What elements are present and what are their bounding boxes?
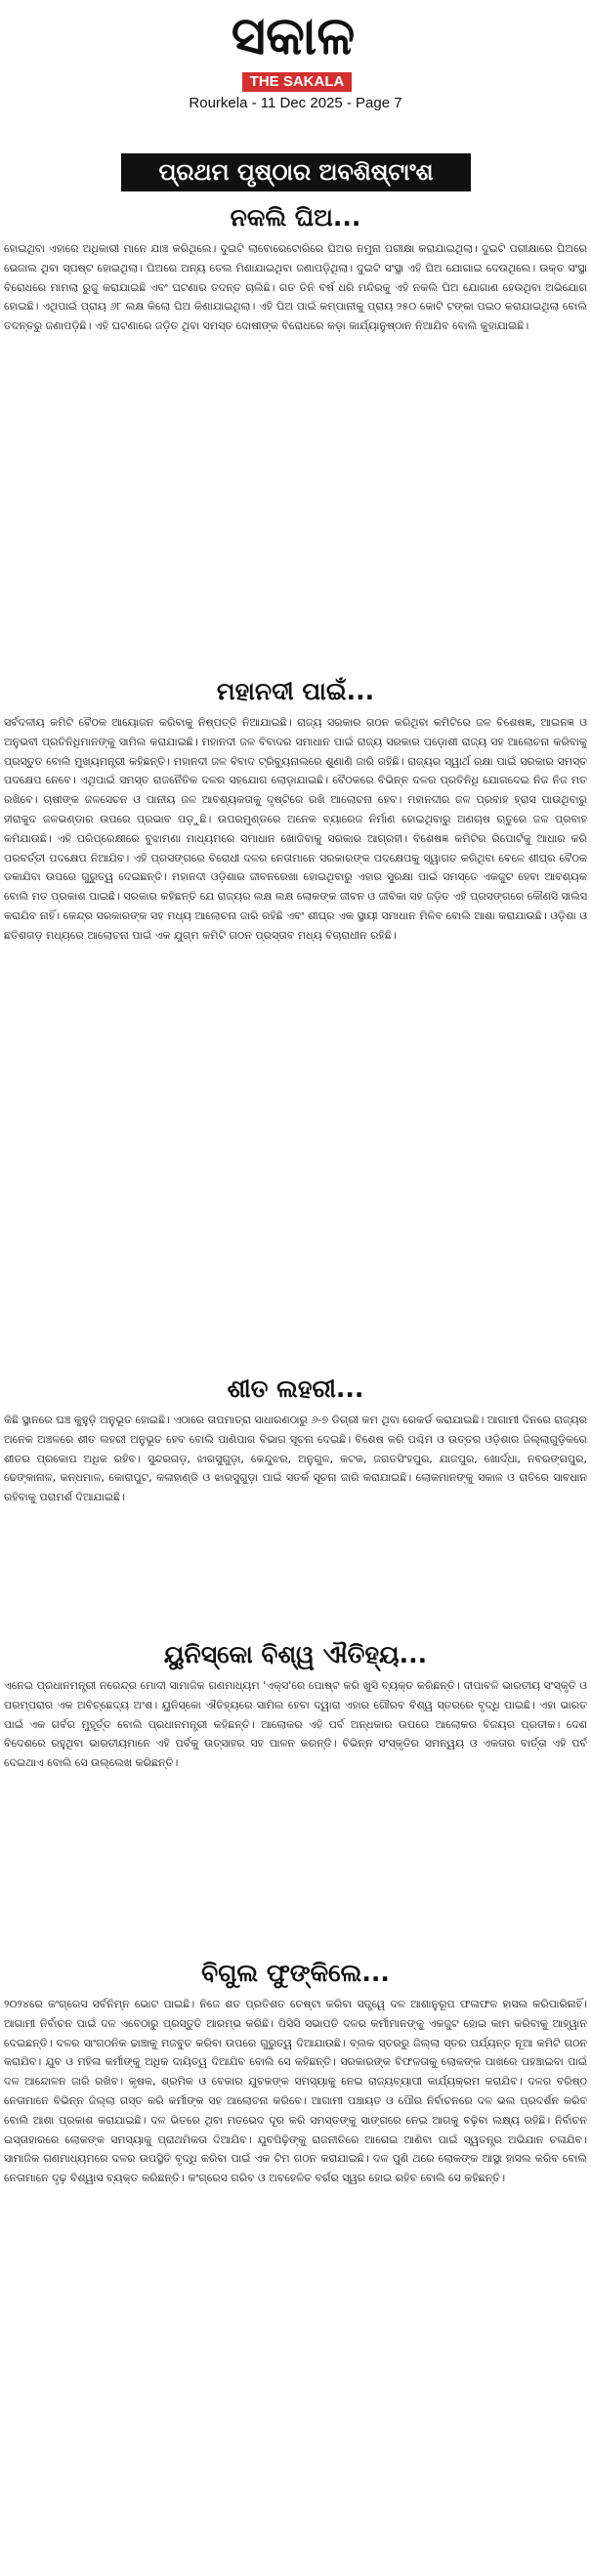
logo-wordmark: ସକାଳ [231, 4, 356, 66]
section-banner: ପ୍ରଥମ ପୃଷ୍ଠାର ଅବଶିଷ୍ଟାଂଶ [121, 153, 471, 191]
article-body: ସର୍ବଦଳୀୟ କମିଟି ବୈଠକ ଆୟୋଜନ କରିବାକୁ ନିଷ୍ପତ୍ତି ନିଆଯାଇଛି। ରାଜ୍ୟ ସରକାର ଗଠନ କରିଥିବା କମିଟିରେ ଜଳ ବିଶେଷଜ୍ଞ, ଆଇନଜ୍ଞ ଓ ଅନୁଭବୀ ପ୍ରତିନିଧିମାନଙ୍କୁ ସାମିଲ କରାଯାଇଛି। ମହାନଦୀ ଜଳ ବିବାଦର ସମାଧାନ ପାଇଁ ରାଜ୍ୟ ସରକାର ପଡ଼ୋଶୀ ରାଜ୍ୟ ସହ ଆଲୋଚନା କରିବାକୁ ପ୍ରସ୍ତୁତ ବୋଲି ମୁଖ୍ୟମନ୍ତ୍ରୀ କହିଛନ୍ତି। ମହାନଦୀ ଜଳ ବିବାଦ ଟ୍ରିବ୍ୟୁନାଲରେ ଶୁଣାଣି ଜାରି ରହିଛି। ରାଜ୍ୟର ସ୍ୱାର୍ଥ ରକ୍ଷା ପାଇଁ ସରକାର ସମସ୍ତ ପଦକ୍ଷେପ ନେବେ। ଏଥିପାଇଁ ସମସ୍ତ ରାଜନୈତିକ ଦଳର ସହଯୋଗ ଲୋଡ଼ାଯାଇଛି। ବୈଠକରେ ବିଭିନ୍ନ ଦଳର ପ୍ରତିନିଧି ଯୋଗଦେଇ ନିଜ ନିଜ ମତ ରଖିବେ। ଚାଷୀଙ୍କ ଜଳସେଚନ ଓ ପାନୀୟ ଜଳ ଆବଶ୍ୟକତାକୁ ଦୃଷ୍ଟିରେ ରଖି ଆଲୋଚନା ହେବ। ମହାନଦୀର ଜଳ ପ୍ରବାହ ହ୍ରାସ ପାଉଥିବାରୁ ହୀରାକୁଦ ଜଳଭଣ୍ଡାର ଉପରେ ପ୍ରଭାବ ପଡ଼ୁଛି। ଉପରମୁଣ୍ଡରେ ଅନେକ ବ୍ୟାରେଜ ନିର୍ମାଣ ହୋଇଥିବାରୁ ଅଣଚାଷ ଋତୁରେ ଜଳ ପ୍ରବାହ କମିଯାଉଛି। ଏହି ପରିପ୍ରେକ୍ଷୀରେ ବୁଝାମଣା ମାଧ୍ୟମରେ ସମାଧାନ ଖୋଜିବାକୁ ସରକାର ଆଗ୍ରହୀ। ବିଶେଷଜ୍ଞ କମିଟିର ରିପୋର୍ଟକୁ ଆଧାର କରି ପରବର୍ତ୍ତୀ ପଦକ୍ଷେପ ନିଆଯିବ। ଏହି ପ୍ରସଙ୍ଗରେ ବିରୋଧୀ ଦଳର ନେତାମାନେ ସରକାରଙ୍କ ପଦକ୍ଷେପକୁ ସ୍ୱାଗତ କରିଥିବା ବେଳେ ଶୀଘ୍ର ବୈଠକ ଡକାଯିବା ଉପରେ ଗୁରୁତ୍ୱ ଦେଇଛନ୍ତି। ମହାନଦୀ ଓଡ଼ିଶାର ଜୀବନରେଖା ହୋଇଥିବାରୁ ଏହାର ସୁରକ୍ଷା ପାଇଁ ସମସ୍ତେ ଏକଜୁଟ ହେବା ଆବଶ୍ୟକ ବୋଲି ମତ ପ୍ରକାଶ ପାଇଛି। ସରକାର କହିଛନ୍ତି ଯେ ରାଜ୍ୟର ଲକ୍ଷ ଲକ୍ଷ ଲୋକଙ୍କ ଜୀବନ ଓ ଜୀବିକା ସହ ଜଡ଼ିତ ଏହି ପ୍ରସଙ୍ଗରେ କୌଣସି ସାଲିସ କରାଯିବ ନାହିଁ। କେନ୍ଦ୍ର ସରକାରଙ୍କ ସହ ମଧ୍ୟ ଆଲୋଚନା ଜାରି ରହିଛି ଏବଂ ଶୀଘ୍ର ଏକ ସ୍ଥାୟୀ ସମାଧାନ ମିଳିବ ବୋଲି ଆଶା କରାଯାଉଛି। ଓଡ଼ିଶା ଓ ଛତିଶଗଡ଼ ମଧ୍ୟରେ ଆଲୋଚନା ପାଇଁ ଏକ ଯୁଗ୍ମ କମିଟି ଗଠନ ପ୍ରସ୍ତାବ ମଧ୍ୟ ବିଚାରାଧୀନ ରହିଛି। [4, 716, 587, 942]
article-bugle-call [0, 1956, 591, 2576]
issue-line: Rourkela - 11 Dec 2025 - Page 7 [189, 95, 402, 111]
article-body: ଏନେଇ ପ୍ରଧାନମନ୍ତ୍ରୀ ନରେନ୍ଦ୍ର ମୋଦୀ ସାମାଜିକ ଗଣମାଧ୍ୟମ 'ଏକ୍ସ'ରେ ପୋଷ୍ଟ କରି ଖୁସି ବ୍ୟକ୍ତ କରିଛନ୍ତି। ଦୀପାବଳି ଭାରତୀୟ ସଂସ୍କୃତି ଓ ପରମ୍ପରାର ଏକ ଅବିଚ୍ଛେଦ୍ୟ ଅଂଶ। ୟୁନିସ୍କୋ ଐତିହ୍ୟରେ ସାମିଲ ହେବା ଦ୍ୱାରା ଏହାର ଗୌରବ ବିଶ୍ୱ ସ୍ତରରେ ବୃଦ୍ଧି ପାଇଛି। ଏହା ଭାରତ ପାଇଁ ଏକ ଗର୍ବର ମୁହୂର୍ତ୍ତ ବୋଲି ପ୍ରଧାନମନ୍ତ୍ରୀ କହିଛନ୍ତି। ଆଲୋକର ଏହି ପର୍ବ ଅନ୍ଧକାର ଉପରେ ଆଲୋକର ବିଜୟର ପ୍ରତୀକ। ଦେଶ ବିଦେଶରେ ରହୁଥିବା ଭାରତୀୟମାନେ ଏହି ପର୍ବକୁ ଉତ୍ସାହର ସହ ପାଳନ କରନ୍ତି। ବିଭିନ୍ନ ସଂସ୍କୃତିର ସମନ୍ୱୟ ଓ ଏକତାର ବାର୍ତ୍ତା ଏହି ପର୍ବ ଦେଇଥାଏ ବୋଲି ସେ ଉଲ୍ଲେଖ କରିଛନ୍ତି। [4, 1679, 587, 1770]
brand-name: THE SAKALA [242, 72, 352, 92]
article-body: କିଛି ସ୍ଥାନରେ ଘଞ୍ଚ କୁହୁଡ଼ି ଅନୁଭୂତ ହୋଇଛି। ଏଠାରେ ତାପମାତ୍ରା ସାଧାରଣଠାରୁ ୬-୭ ଡିଗ୍ରୀ କମ ଥିବା ରେକର୍ଡ କରାଯାଇଛି। ଆଗାମୀ ଦିନରେ ରାଜ୍ୟର ଅନେକ ଅଞ୍ଚଳରେ ଶୀତ ଲହରୀ ଅନୁଭୂତ ହେବ ବୋଲି ପାଣିପାଗ ବିଭାଗ ସୂଚନା ଦେଇଛି। ବିଶେଷ କରି ପଶ୍ଚିମ ଓ ଉତ୍ତର ଓଡ଼ିଶାର ଜିଲ୍ଲାଗୁଡ଼ିକରେ ଶୀତର ପ୍ରକୋପ ଅଧିକ ରହିବ। ସୁନ୍ଦରଗଡ଼, ଝାରସୁଗୁଡ଼ା, କେନ୍ଦୁଝର, ଅନୁଗୁଳ, କଟକ, ଜଗତସିଂହପୁର, ଯାଜପୁର, ଖୋର୍ଦ୍ଧା, ନବରଙ୍ଗପୁର, ଢେଙ୍କାନାଳ, କନ୍ଧମାଳ, କୋରାପୁଟ, କଳାହାଣ୍ଡି ଓ ଝାରସୁଗୁଡ଼ା ପାଇଁ ସତର୍କ ସୂଚନା ଜାରି କରାଯାଇଛି। ଲୋକମାନଙ୍କୁ ସକାଳ ଓ ରାତିରେ ସାବଧାନ ରହିବାକୁ ପରାମର୍ଶ ଦିଆଯାଇଛି। [4, 1414, 587, 1504]
article-nakali-ghia [0, 200, 591, 667]
article-headline: ବିଗୁଲ ଫୁଙ୍କିଲେ... [201, 1959, 390, 1987]
article-headline: ନକଲି ଘିଅ... [230, 203, 361, 232]
article-headline: ୟୁନିସ୍କୋ ବିଶ୍ୱ ଐତିହ୍ୟ... [163, 1640, 428, 1668]
article-headline: ମହାନଦୀ ପାଇଁ... [216, 677, 375, 705]
article-mahanadi [0, 674, 591, 1368]
article-body: ୨୦୨୪ରେ କଂଗ୍ରେସ ସର୍ବନିମ୍ନ ଭୋଟ ପାଇଛି। ନିଜେ ଶତ ପ୍ରତିଶତ ଚେଷ୍ଟା କରିବା ସତ୍ତ୍ୱେ ଦଳ ଆଶାନୁରୂପ ଫଳାଫଳ ହାସଲ କରିପାରିନାହିଁ। ଆଗାମୀ ନିର୍ବାଚନ ପାଇଁ ଦଳ ଏବେଠାରୁ ପ୍ରସ୍ତୁତି ଆରମ୍ଭ କରିଛି। ପିସିସି ସଭାପତି ଦଳର କର୍ମୀମାନଙ୍କୁ ଏକଜୁଟ ହୋଇ କାମ କରିବାକୁ ଆହ୍ୱାନ ଦେଇଛନ୍ତି। ଦଳର ସାଂଗଠନିକ ଢାଞ୍ଚାକୁ ମଜବୁତ କରିବା ଉପରେ ଗୁରୁତ୍ୱ ଦିଆଯାଉଛି। ବ୍ଲକ ସ୍ତରରୁ ଜିଲ୍ଲା ସ୍ତର ପର୍ଯ୍ୟନ୍ତ ନୂଆ କମିଟି ଗଠନ କରାଯିବ। ଯୁବ ଓ ମହିଳା କର୍ମୀଙ୍କୁ ଅଧିକ ଦାୟିତ୍ୱ ଦିଆଯିବ ବୋଲି ସେ କହିଛନ୍ତି। ସରକାରଙ୍କ ବିଫଳତାକୁ ଲୋକଙ୍କ ପାଖରେ ପହଞ୍ଚାଇବା ପାଇଁ ଦଳ ଆନ୍ଦୋଳନ ଜାରି ରଖିବ। କୃଷକ, ଶ୍ରମିକ ଓ ବେକାର ଯୁବକଙ୍କ ସମସ୍ୟାକୁ ନେଇ ରାଜ୍ୟବ୍ୟାପୀ କାର୍ଯ୍ୟକ୍ରମ କରାଯିବ। ଦଳର ବରିଷ୍ଠ ନେତାମାନେ ବିଭିନ୍ନ ଜିଲ୍ଲା ଗସ୍ତ କରି କର୍ମୀଙ୍କ ସହ ଆଲୋଚନା କରିବେ। ଆଗାମୀ ପଞ୍ଚାୟତ ଓ ପୌର ନିର୍ବାଚନରେ ଦଳ ଭଲ ପ୍ରଦର୍ଶନ କରିବ ବୋଲି ଆଶା ପ୍ରକାଶ କରାଯାଇଛି। ଦଳ ଭିତରେ ଥିବା ମତଭେଦ ଦୂର କରି ସମସ୍ତଙ୍କୁ ସାଙ୍ଗରେ ନେଇ ଆଗକୁ ବଢ଼ିବା ଲକ୍ଷ୍ୟ ରହିଛି। ନିର୍ବାଚନ ଇସ୍ତାହାରରେ ଲୋକଙ୍କ ସମସ୍ୟାକୁ ପ୍ରାଥମିକତା ଦିଆଯିବ। ଯୁବପିଢ଼ିଙ୍କୁ ରାଜନୀତିରେ ଆଗେଇ ଆଣିବା ପାଇଁ ସ୍ୱତନ୍ତ୍ର ଅଭିଯାନ ଚଳାଯିବ। ସାମାଜିକ ଗଣମାଧ୍ୟମରେ ଦଳର ଉପସ୍ଥିତି ବୃଦ୍ଧି କରିବା ପାଇଁ ଏକ ଟିମ ଗଠନ କରାଯାଇଛି। ଦଳ ପୁଣି ଥରେ ଲୋକଙ୍କ ଆସ୍ଥା ହାସଲ କରିବ ବୋଲି ନେତାମାନେ ଦୃଢ଼ ବିଶ୍ୱାସ ବ୍ୟକ୍ତ କରିଛନ୍ତି। କଂଗ୍ରେସ ଗରିବ ଓ ଅବହେଳିତ ବର୍ଗର ସ୍ୱର ହୋଇ ରହିବ ବୋଲି ସେ କହିଛନ୍ତି। [4, 1998, 587, 2185]
article-body: ହୋଇଥିବା ଏହାରେ ଅଧିକାରୀ ମାନେ ଯାଞ୍ଚ କରିଥିଲେ। ଦୁଇଟି ଲାବୋରେଟୋରିରେ ଘିଅର ନମୁନା ପରୀକ୍ଷା କରାଯାଇଥିଲା। ଦୁଇଟି ପରୀକ୍ଷାରେ ଘିଅରେ ଭେଜାଲ ଥିବା ସ୍ପଷ୍ଟ ହୋଇଥିଲା। ଘିଅରେ ଅନ୍ୟ ତେଲ ମିଶାଯାଇଥିବା ଜଣାପଡ଼ିଥିଲା। ଦୁଇଟି ସଂସ୍ଥା ଏହି ଘିଅ ଯୋଗାଇ ଦେଉଥିଲେ। ଉକ୍ତ ସଂସ୍ଥା ବିରୋଧରେ ମାମଲା ରୁଜୁ କରାଯାଇଛି ଏବଂ ଘଟଣାର ତଦନ୍ତ ଚାଲିଛି। ଗତ ତିନି ବର୍ଷ ଧରି ମନ୍ଦିରକୁ ଏହି ନକଲି ଘିଅ ଯୋଗାଣ ହେଉଥିବା ଅଭିଯୋଗ ହୋଇଛି। ଏଥିପାଇଁ ପ୍ରାୟ ୬୮ ଲକ୍ଷ କିଲୋ ଘିଅ କିଣାଯାଇଥିଲା। ଏହି ଘିଅ ପାଇଁ କମ୍ପାନୀକୁ ପ୍ରାୟ ୨୫୦ କୋଟି ଟଙ୍କା ପଇଠ କରାଯାଇଥିଲା ବୋଲି ତଦନ୍ତରୁ ଜଣାପଡ଼ିଛି। ଏହି ଘଟଣାରେ ଜଡ଼ିତ ଥିବା ସମସ୍ତ ଦୋଷୀଙ୍କ ବିରୋଧରେ କଡ଼ା କାର୍ଯ୍ୟାନୁଷ୍ଠାନ ନିଆଯିବ ବୋଲି କୁହାଯାଇଛି। [4, 242, 587, 333]
article-unesco-heritage [0, 1637, 591, 1960]
article-headline: ଶୀତ ଲହରୀ... [227, 1374, 364, 1403]
article-cold-wave [0, 1372, 591, 1633]
masthead [0, 0, 591, 147]
